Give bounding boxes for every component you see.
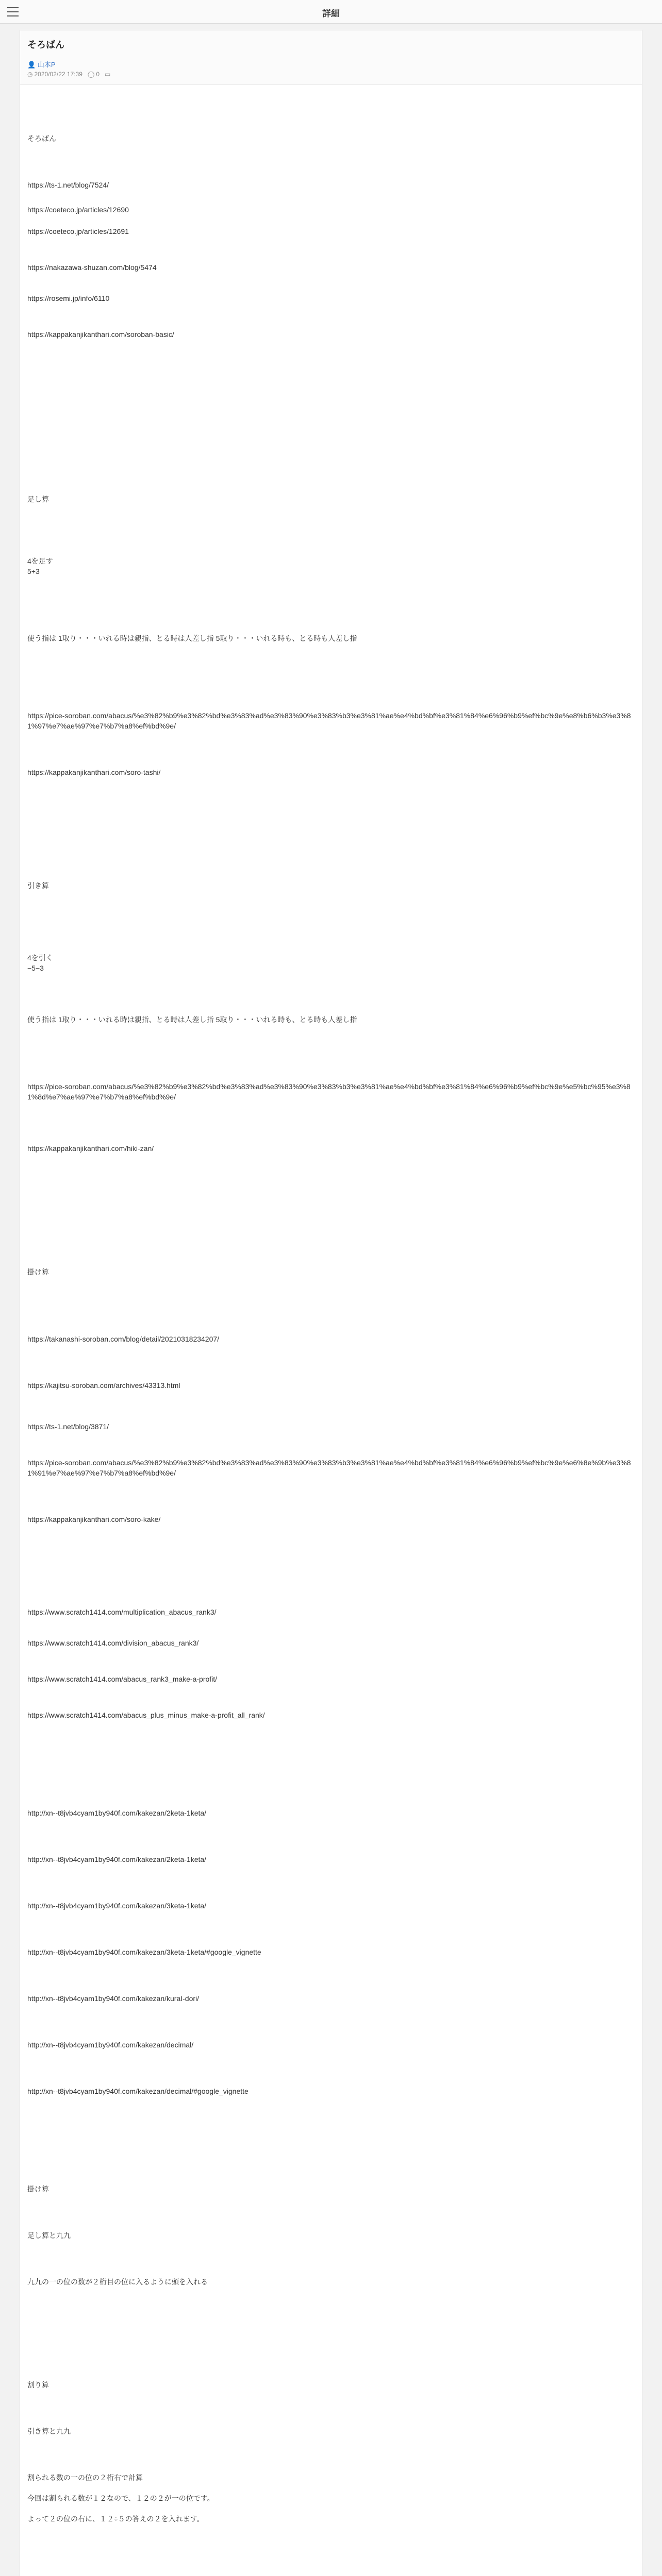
app-bar [0, 0, 662, 24]
more-button[interactable] [105, 71, 110, 78]
link[interactable]: https://www.scratch1414.com/division_abacus_rank3/ [27, 1639, 199, 1647]
comment-icon: ◯ [87, 71, 95, 78]
text-line: そろばん [27, 134, 56, 143]
memo-card [20, 30, 642, 2576]
link[interactable]: http://xn--t8jvb4cyam1by940f.com/kakezan/decimal/ [27, 2041, 194, 2049]
link[interactable]: https://pice-soroban.com/abacus/%e3%82%b9%e3%82%bd%e3%83%ad%e3%83%90%e3%83%b3%e3%81%ae%e4%bd%bf%e3%81%84%e6%96%b9%ef%bc%9e%e5%bc%95%e3%81%8d%e7%ae%97%e7%b7%a8%ef%bd%9e/ [27, 1082, 631, 1101]
link[interactable]: https://kappakanjikanthari.com/soro-tashi/ [27, 768, 161, 776]
text-line: 九九の一の位の数が２桁目の位に入るように頭を入れる [27, 2278, 208, 2286]
section-heading: 割り算 [27, 2381, 49, 2389]
link[interactable]: https://coeteco.jp/articles/12691 [27, 227, 129, 235]
link[interactable]: http://xn--t8jvb4cyam1by940f.com/kakezan/3keta-1keta/#google_vignette [27, 1948, 261, 1956]
text-line: 5+3 [27, 567, 40, 575]
section-heading: 引き算 [27, 882, 49, 890]
author-name: 山本P [37, 61, 56, 69]
user-icon: 👤 [27, 61, 36, 69]
link[interactable]: https://takanashi-soroban.com/blog/detail/20210318234207/ [27, 1335, 220, 1343]
comment-count[interactable]: ◯ 0 [87, 71, 100, 78]
text-line: 足し算と九九 [27, 2231, 71, 2240]
memo-meta [27, 71, 110, 78]
memo-header [20, 30, 642, 85]
text-line: 使う指は 1取り・・・いれる時は親指、とる時は人差し指 5取り・・・いれる時も、とる時も人差し指 [27, 634, 357, 642]
link[interactable]: https://coeteco.jp/articles/12690 [27, 206, 129, 214]
text-line: 引き算と九九 [27, 2427, 71, 2435]
link[interactable]: https://kajitsu-soroban.com/archives/43313.html [27, 1381, 180, 1389]
link[interactable]: https://www.scratch1414.com/multiplication_abacus_rank3/ [27, 1608, 217, 1616]
section-heading: 掛け算 [27, 2185, 49, 2193]
text-line: 使う指は 1取り・・・いれる時は親指、とる時は人差し指 5取り・・・いれる時も、とる時も人差し指 [27, 1015, 357, 1024]
section-heading: 足し算 [27, 495, 49, 503]
link[interactable]: http://xn--t8jvb4cyam1by940f.com/kakezan/kuraI-dori/ [27, 1994, 200, 2003]
text-line: 4を引く [27, 954, 53, 962]
more-icon: ▭ [105, 71, 111, 78]
clock-icon: ◷ [27, 71, 33, 78]
link[interactable]: https://www.scratch1414.com/abacus_plus_minus_make-a-profit_all_rank/ [27, 1711, 265, 1719]
memo-title: そろばん [27, 40, 64, 50]
text-line: −5−3 [27, 964, 44, 972]
link[interactable]: https://nakazawa-shuzan.com/blog/5474 [27, 263, 157, 272]
link[interactable]: https://ts-1.net/blog/3871/ [27, 1422, 109, 1431]
memo-date: 2020/02/22 17:39 [34, 71, 82, 78]
link[interactable]: https://kappakanjikanthari.com/hiki-zan/ [27, 1144, 154, 1153]
link[interactable]: https://pice-soroban.com/abacus/%e3%82%b9%e3%82%bd%e3%83%ad%e3%83%90%e3%83%b3%e3%81%ae%e4%bd%bf%e3%81%84%e6%96%b9%ef%bc%9e%e6%8e%9b%e3%81%91%e7%ae%97%e7%b7%a8%ef%bd%9e/ [27, 1459, 631, 1477]
app-bar-title: 詳細 [322, 9, 340, 19]
link[interactable]: https://rosemi.jp/info/6110 [27, 294, 110, 302]
link[interactable]: https://kappakanjikanthari.com/soroban-basic/ [27, 330, 174, 338]
link[interactable]: http://xn--t8jvb4cyam1by940f.com/kakezan/decimal/#google_vignette [27, 2087, 249, 2095]
text-line: よって２の位の右に、１２÷５の答えの２を入れます。 [27, 2515, 204, 2523]
link[interactable]: http://xn--t8jvb4cyam1by940f.com/kakezan/2keta-1keta/ [27, 1809, 207, 1817]
link[interactable]: http://xn--t8jvb4cyam1by940f.com/kakezan/2keta-1keta/ [27, 1855, 207, 1863]
author-link[interactable] [27, 59, 55, 69]
link[interactable]: https://ts-1.net/blog/7524/ [27, 181, 109, 189]
link[interactable]: https://pice-soroban.com/abacus/%e3%82%b9%e3%82%bd%e3%83%ad%e3%83%90%e3%83%b3%e3%81%ae%e4%bd%bf%e3%81%84%e6%96%b9%ef%bc%9e%e8%b6%b3%e3%81%97%e7%ae%97%e7%b7%a8%ef%bd%9e/ [27, 711, 631, 730]
text-line: 割られる数の一の位の２桁右で計算 [27, 2473, 143, 2482]
section-heading: 掛け算 [27, 1268, 49, 1276]
link[interactable]: https://kappakanjikanthari.com/soro-kake/ [27, 1515, 161, 1523]
text-line: 4を足す [27, 557, 53, 565]
link[interactable]: http://xn--t8jvb4cyam1by940f.com/kakezan/3keta-1keta/ [27, 1902, 207, 1910]
link[interactable]: https://www.scratch1414.com/abacus_rank3_make-a-profit/ [27, 1675, 218, 1683]
text-line: 今回は割られる数が１２なので、１２の２が一の位です。 [27, 2494, 214, 2502]
